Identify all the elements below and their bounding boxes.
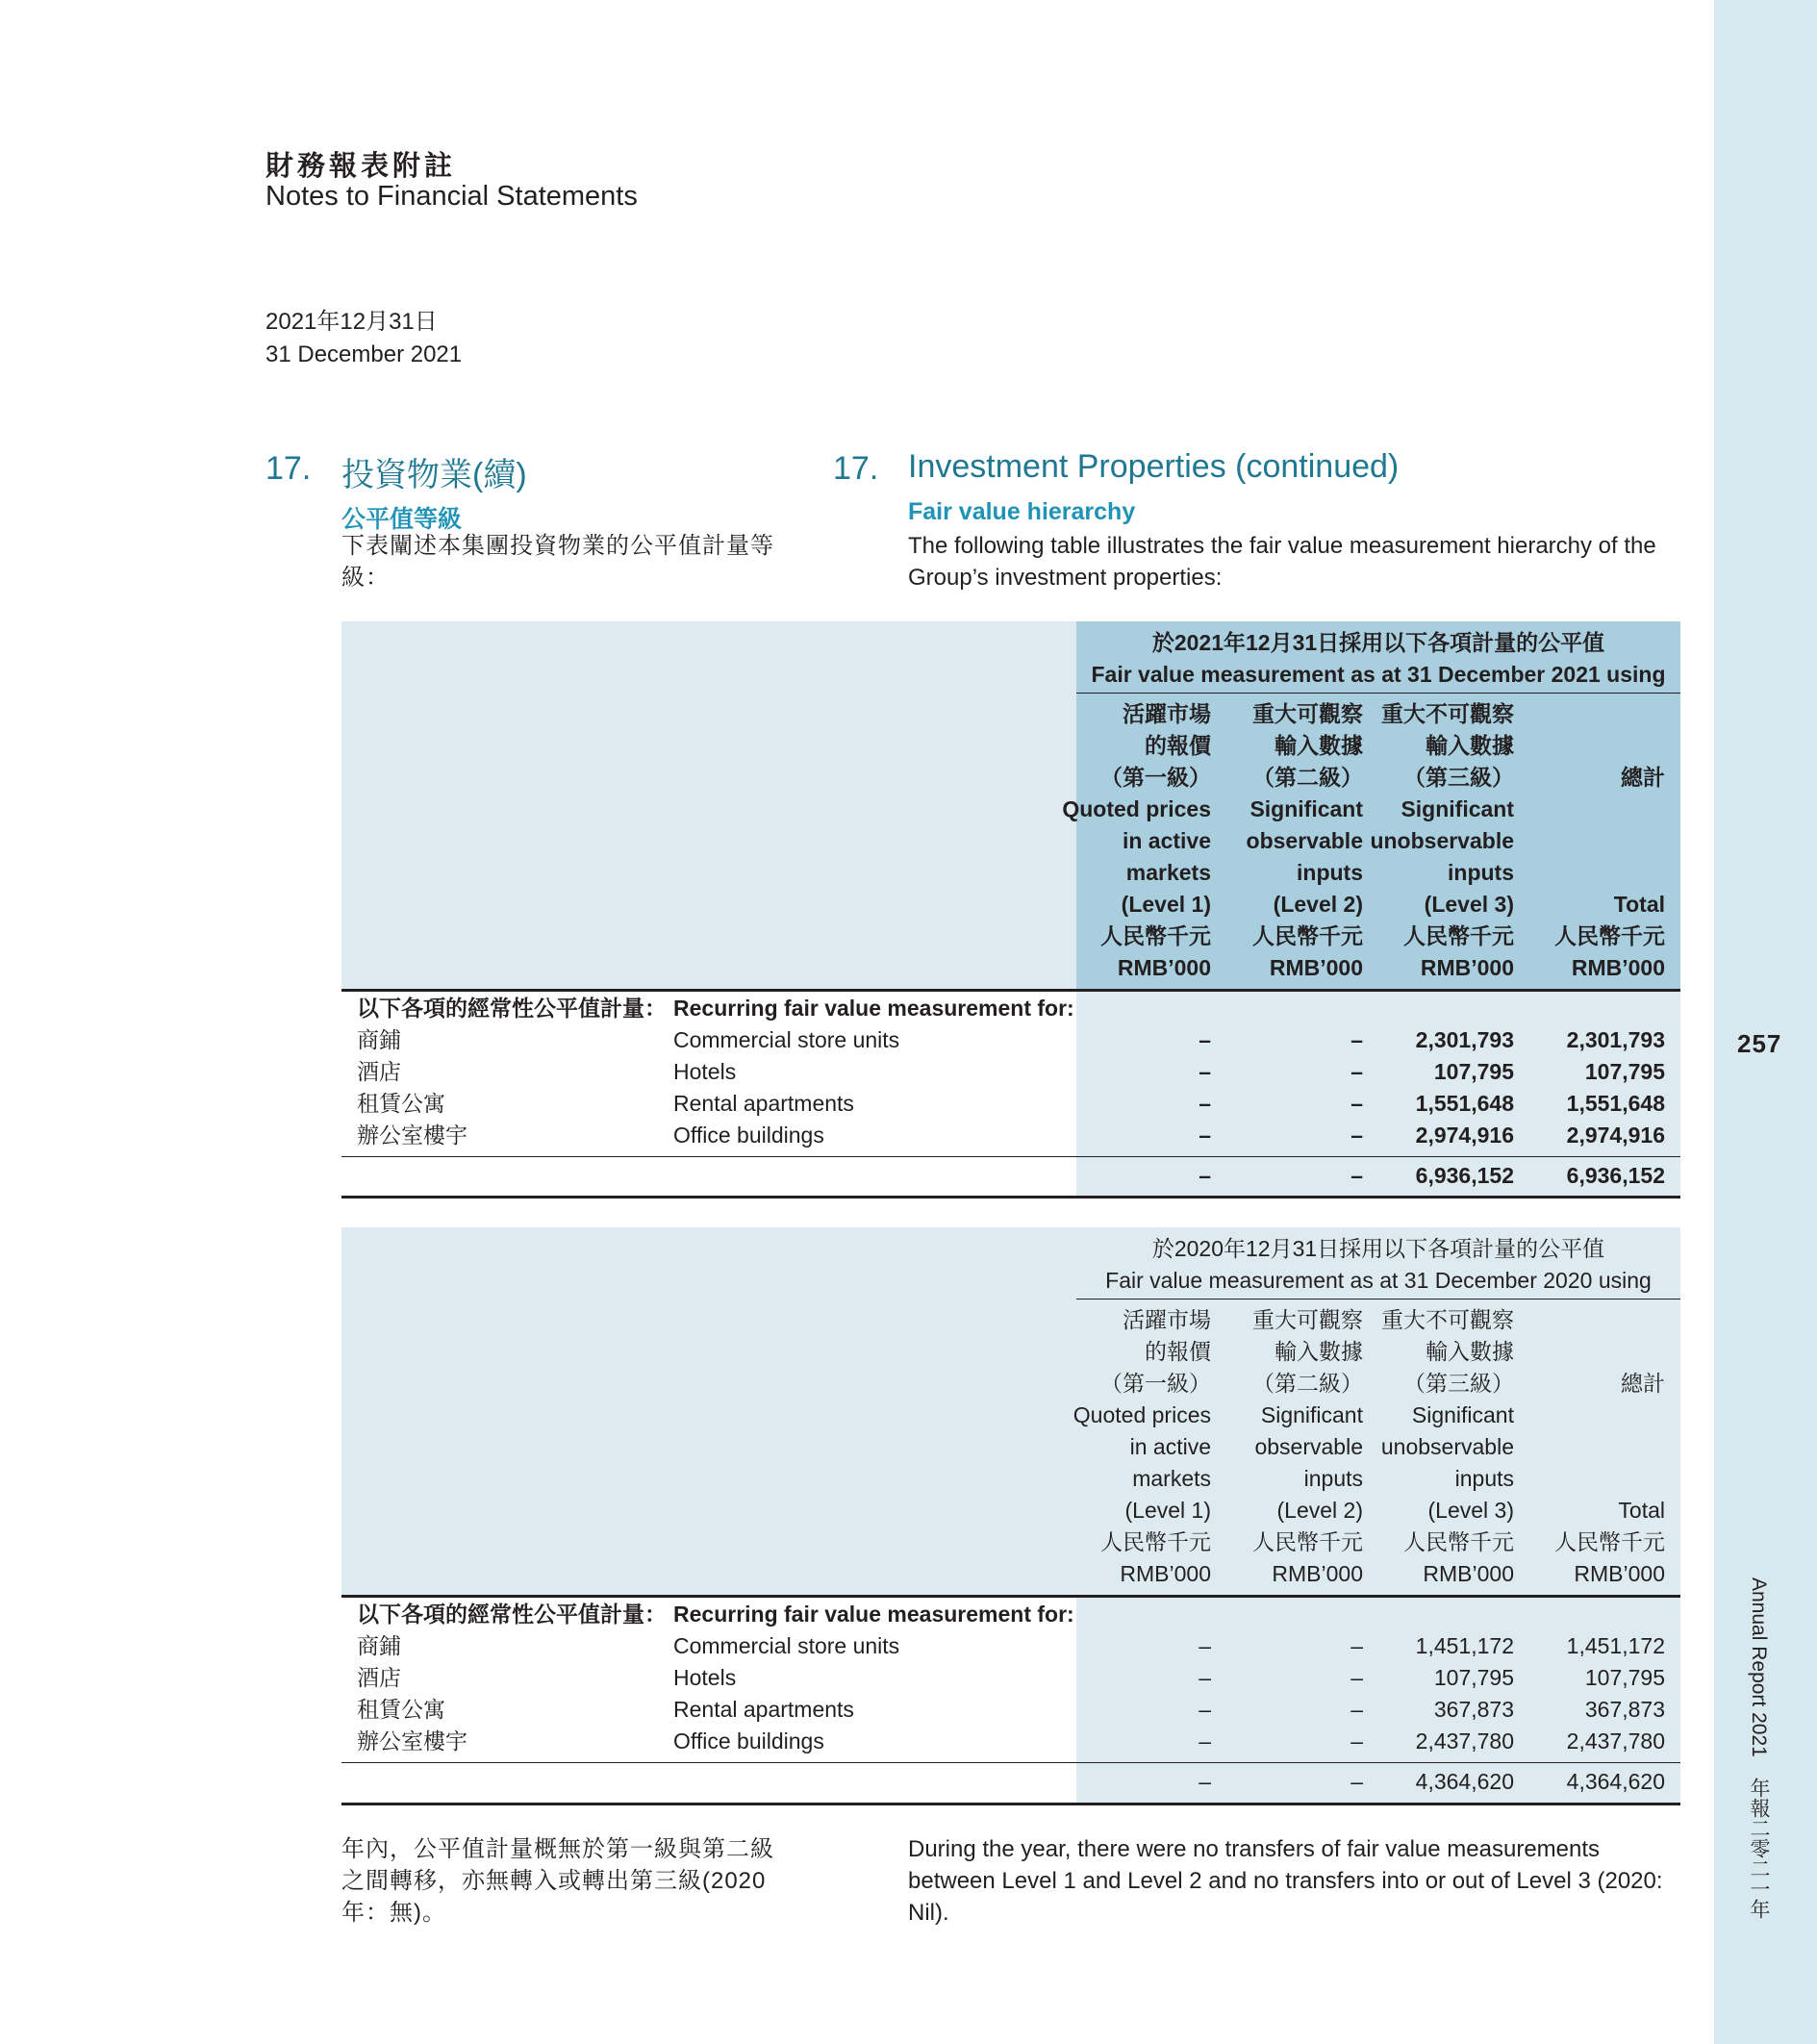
cell-l3: 1,451,172 [1415, 1633, 1514, 1658]
caption-zh-2021: 於2021年12月31日採用以下各項計量的公平值 [1151, 630, 1605, 655]
column-header-total-en: Total [1618, 1498, 1665, 1523]
column-header-l2: RMB’000 [1272, 1561, 1363, 1586]
total-cell-l3: 4,364,620 [1415, 1769, 1514, 1794]
table-row [341, 1630, 1680, 1662]
cell-l2: – [1350, 1027, 1363, 1052]
column-header-l2: inputs [1297, 860, 1363, 885]
cell-total: 367,873 [1584, 1697, 1665, 1722]
intro-en: The following table illustrates the fair value measurement hierarchy of the Group’s investment properties: [908, 533, 1656, 591]
header-title-zh: 財務報表附註 [265, 149, 457, 182]
column-header-l3: 重大不可觀察 [1381, 1307, 1514, 1332]
total-cell-total: 6,936,152 [1566, 1163, 1665, 1188]
table-row [341, 1726, 1680, 1757]
table-2021 [341, 621, 1680, 1199]
column-header-l2: 重大可觀察 [1252, 1307, 1363, 1332]
section-title-en: Investment Properties (continued) [908, 448, 1400, 485]
total-cell-l1: – [1199, 1163, 1211, 1188]
table-row [341, 1662, 1680, 1694]
column-header-l1: Quoted prices [1062, 796, 1211, 821]
row-label-en: Office buildings [673, 1123, 824, 1148]
column-header-l3: 人民幣千元 [1403, 923, 1514, 948]
column-header-l1: 活躍市場 [1123, 1307, 1211, 1332]
row-label-en: Rental apartments [673, 1091, 854, 1116]
cell-l1: – [1199, 1091, 1211, 1116]
cell-total: 1,551,648 [1566, 1091, 1665, 1116]
column-header-l2: RMB’000 [1269, 955, 1363, 980]
row-label-en: Hotels [673, 1665, 737, 1690]
column-header-l3: unobservable [1370, 828, 1514, 853]
column-header-l1: markets [1132, 1466, 1211, 1491]
table-2020 [341, 1227, 1680, 1805]
row-label-zh: 租賃公寓 [357, 1697, 445, 1722]
section-title-zh: 投資物業(續) [341, 457, 527, 493]
cell-total: 2,974,916 [1566, 1123, 1665, 1148]
row-label-zh: 商鋪 [357, 1633, 401, 1658]
column-header-l2: observable [1246, 828, 1363, 853]
cell-l3: 2,301,793 [1415, 1027, 1514, 1052]
row-label-en: Commercial store units [673, 1633, 900, 1658]
total-row [341, 1160, 1680, 1192]
column-header-l2: observable [1254, 1434, 1363, 1459]
column-header-total-en: Total [1613, 892, 1665, 917]
column-header-l3: （第三級） [1403, 1371, 1514, 1396]
column-header-l1: (Level 1) [1121, 892, 1211, 917]
column-header-l3: Significant [1401, 796, 1514, 821]
column-header-l1: 的報價 [1145, 733, 1211, 758]
total-cell-l2: – [1350, 1163, 1363, 1188]
column-header-l3: unobservable [1380, 1434, 1514, 1459]
column-header-l1: （第一級） [1100, 1371, 1211, 1396]
table-row [341, 1088, 1680, 1120]
section-number-zh: 17. [265, 450, 312, 487]
row-label-en: Hotels [673, 1059, 737, 1084]
cell-total: 2,437,780 [1566, 1729, 1665, 1754]
group-label-zh-2020: 以下各項的經常性公平值計量： [357, 1602, 667, 1627]
row-label-en: Office buildings [673, 1729, 824, 1754]
caption-zh-2020: 於2020年12月31日採用以下各項計量的公平值 [1151, 1236, 1605, 1261]
section-number-en: 17. [833, 450, 879, 487]
column-header-l3: 輸入數據 [1426, 733, 1514, 758]
column-header-l1: in active [1129, 1434, 1211, 1459]
note-zh: 年內，公平值計量概無於第一級與第二級 之間轉移，亦無轉入或轉出第三級(2020 年：無)。 [341, 1836, 774, 1926]
cell-total: 2,301,793 [1566, 1027, 1665, 1052]
cell-l2: – [1350, 1059, 1363, 1084]
intro-zh: 下表闡述本集團投資物業的公平值計量等 級： [341, 533, 774, 591]
cell-l2: – [1350, 1729, 1363, 1754]
caption-en-2021: Fair value measurement as at 31 December 2021 using [1091, 662, 1666, 687]
column-header-l1: 活躍市場 [1123, 701, 1211, 726]
cell-l2: – [1350, 1633, 1363, 1658]
group-label-en-2020: Recurring fair value measurement for: [673, 1602, 1074, 1627]
column-header-l2: (Level 2) [1273, 892, 1363, 917]
column-header-l3: （第三級） [1403, 765, 1514, 790]
cell-l3: 1,551,648 [1415, 1091, 1514, 1116]
column-header-l2: 人民幣千元 [1252, 1529, 1363, 1554]
report-label: Annual Report 2021 年報二零二一年 [1748, 1577, 1770, 1919]
total-cell-l3: 6,936,152 [1415, 1163, 1514, 1188]
column-header-l2: (Level 2) [1276, 1498, 1363, 1523]
caption-en-2020: Fair value measurement as at 31 December 2020 using [1105, 1268, 1652, 1293]
total-cell-l2: – [1350, 1769, 1363, 1794]
cell-l1: – [1199, 1729, 1211, 1754]
column-header-l3: (Level 3) [1427, 1498, 1514, 1523]
column-header-l3: 重大不可觀察 [1381, 701, 1514, 726]
total-cell-l1: – [1199, 1769, 1211, 1794]
row-label-zh: 酒店 [357, 1665, 401, 1690]
column-header-l2: （第二級） [1252, 765, 1363, 790]
column-header-l1: （第一級） [1100, 765, 1211, 790]
column-header-l1: (Level 1) [1124, 1498, 1211, 1523]
cell-l2: – [1350, 1697, 1363, 1722]
column-header-l2: 輸入數據 [1274, 1339, 1363, 1364]
page-number: 257 [1737, 1029, 1782, 1058]
cell-total: 107,795 [1584, 1665, 1665, 1690]
cell-l1: – [1199, 1697, 1211, 1722]
column-header-l3: RMB’000 [1420, 955, 1514, 980]
row-label-zh: 商鋪 [357, 1027, 401, 1052]
row-label-zh: 酒店 [357, 1059, 401, 1084]
column-header-l3: (Level 3) [1424, 892, 1514, 917]
date-zh: 2021年12月31日 [265, 309, 438, 335]
column-header-l3: inputs [1448, 860, 1514, 885]
cell-l3: 107,795 [1433, 1665, 1514, 1690]
column-header-l1: RMB’000 [1120, 1561, 1211, 1586]
cell-l3: 2,437,780 [1415, 1729, 1514, 1754]
row-label-zh: 租賃公寓 [357, 1091, 445, 1116]
column-header-total-zh: 總計 [1621, 1371, 1665, 1396]
cell-l3: 2,974,916 [1415, 1123, 1514, 1148]
column-header-total-unit-zh: 人民幣千元 [1554, 923, 1665, 948]
cell-l1: – [1199, 1633, 1211, 1658]
header-title-en: Notes to Financial Statements [265, 181, 638, 212]
table-row [341, 1694, 1680, 1726]
column-header-total-unit-zh: 人民幣千元 [1554, 1529, 1665, 1554]
column-header-l3: Significant [1411, 1402, 1514, 1427]
column-header-total-unit-en: RMB’000 [1571, 955, 1665, 980]
note-en: During the year, there were no transfers of fair value measurements between Level 1 and Level 2 and no transfers into or out of Level 3 (2020: Nil). [908, 1836, 1663, 1926]
column-header-l1: markets [1125, 860, 1211, 885]
column-header-l1: 人民幣千元 [1100, 923, 1211, 948]
cell-l2: – [1350, 1091, 1363, 1116]
column-header-l1: RMB’000 [1117, 955, 1211, 980]
column-header-l3: RMB’000 [1423, 1561, 1514, 1586]
cell-l1: – [1199, 1027, 1211, 1052]
column-header-l2: Significant [1260, 1402, 1363, 1427]
cell-l2: – [1350, 1665, 1363, 1690]
subheading-zh: 公平值等級 [341, 506, 463, 533]
total-row [341, 1766, 1680, 1798]
column-header-l2: 重大可觀察 [1252, 701, 1363, 726]
row-label-en: Rental apartments [673, 1697, 854, 1722]
column-header-l2: 人民幣千元 [1252, 923, 1363, 948]
column-header-l1: 的報價 [1145, 1339, 1211, 1364]
table-row [341, 1120, 1680, 1151]
cell-l3: 107,795 [1433, 1059, 1514, 1084]
row-label-en: Commercial store units [673, 1027, 900, 1052]
cell-l1: – [1199, 1059, 1211, 1084]
column-header-l3: inputs [1454, 1466, 1514, 1491]
cell-l3: 367,873 [1433, 1697, 1514, 1722]
row-label-zh: 辦公室樓宇 [357, 1123, 467, 1148]
cell-l1: – [1199, 1665, 1211, 1690]
column-header-l2: 輸入數據 [1274, 733, 1363, 758]
cell-l2: – [1350, 1123, 1363, 1148]
cell-total: 107,795 [1584, 1059, 1665, 1084]
cell-l1: – [1199, 1123, 1211, 1148]
column-header-l2: （第二級） [1252, 1371, 1363, 1396]
column-header-l1: in active [1122, 828, 1211, 853]
subheading-en: Fair value hierarchy [908, 498, 1136, 525]
column-header-total-zh: 總計 [1621, 765, 1665, 790]
cell-total: 1,451,172 [1566, 1633, 1665, 1658]
column-header-l2: inputs [1303, 1466, 1363, 1491]
table-row [341, 1024, 1680, 1056]
column-header-l3: 輸入數據 [1426, 1339, 1514, 1364]
column-header-l1: Quoted prices [1073, 1402, 1211, 1427]
date-en: 31 December 2021 [265, 341, 463, 367]
column-header-l3: 人民幣千元 [1403, 1529, 1514, 1554]
group-label-zh-2021: 以下各項的經常性公平值計量： [357, 996, 667, 1021]
group-label-en-2021: Recurring fair value measurement for: [673, 996, 1074, 1021]
column-header-l2: Significant [1249, 796, 1363, 821]
column-header-total-unit-en: RMB’000 [1574, 1561, 1665, 1586]
column-header-l1: 人民幣千元 [1100, 1529, 1211, 1554]
row-label-zh: 辦公室樓宇 [357, 1729, 467, 1754]
table-row [341, 1056, 1680, 1088]
total-cell-total: 4,364,620 [1566, 1769, 1665, 1794]
